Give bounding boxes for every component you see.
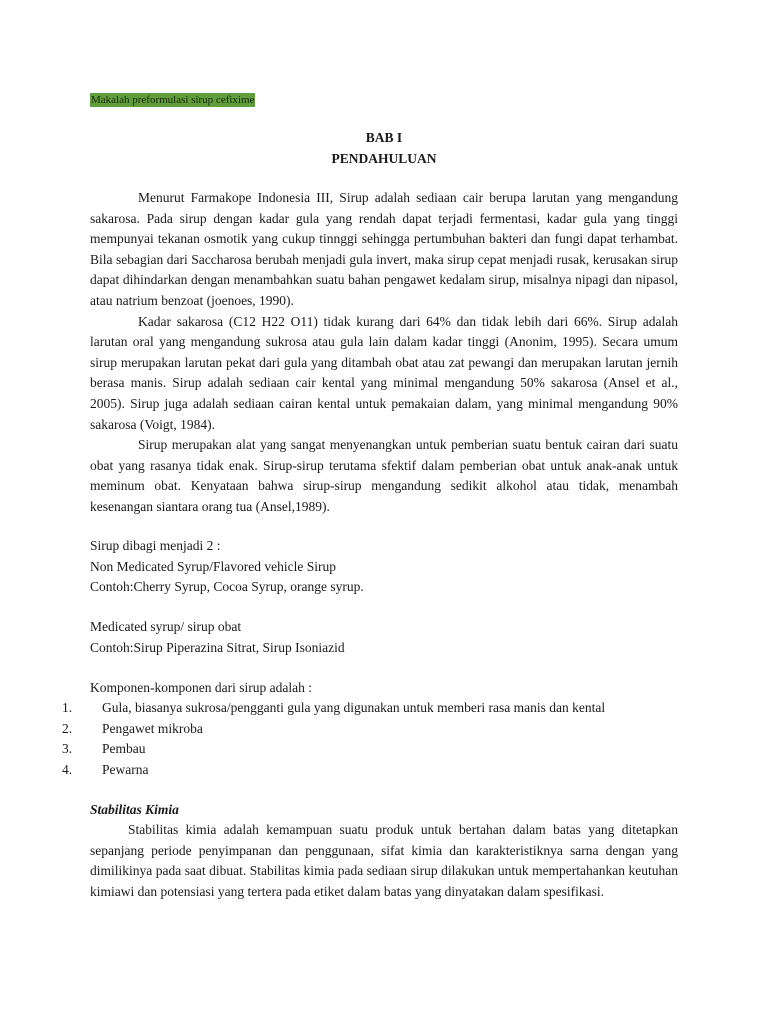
stability-section bbox=[90, 820, 678, 902]
division-non-medicated: Non Medicated Syrup/Flavored vehicle Sirup bbox=[90, 558, 336, 574]
syrup-medicated-section bbox=[90, 617, 678, 658]
list-item-number: 3. bbox=[62, 741, 73, 757]
document-header-tag: Makalah preformulasi sirup cefixime bbox=[91, 94, 255, 106]
stability-heading: Stabilitas Kimia bbox=[90, 802, 179, 817]
list-item-number: 2. bbox=[62, 720, 73, 736]
list-item-text: Pengawet mikroba bbox=[102, 720, 203, 736]
intro-paragraph-1: Menurut Farmakope Indonesia III, Sirup adalah sediaan cair berupa larutan yang mengandung sakarosa. Pada sirup dengan kadar gula yang rendah dapat terjadi fermentasi, kadar gula yang tinggi mempunyai tekanan osmotik yang cukup tinnggi sehingga pertumbuhan bakteri dan fungi dapat terhambat. Bila sebagian dari Saccharosa berubah menjadi gula invert, maka sirup cepat menjadi rusak, kerusakan sirup dapat dihindarkan dengan menambahkan suatu bahan pengawet kedalam sirup, misalnya nipagi dan nipasol, atau natrium benzoat (joenoes, 1990). bbox=[90, 190, 678, 308]
list-item-number: 1. bbox=[62, 700, 73, 715]
components-list bbox=[62, 698, 605, 780]
intro-paragraph-2: Kadar sakarosa (C12 H22 O11) tidak kurang dari 64% dan tidak lebih dari 66%. Sirup adalah larutan oral yang mengandung sukrosa atau gula lain dalam kadar tinggi (Anonim, 1995). Secara umum sirup merupakan larutan pekat dari gula yang ditambah obat atau zat pewangi dan merupakan larutan jernih berasa manis. Sirup adalah sediaan cair kental yang minimal mengandung 50% sakarosa (Ansel et al., 2005). Sirup juga adalah sediaan cairan kental untuk pemakaian dalam, yang minimal mengandung 90% sakarosa (Voigt, 1984). bbox=[90, 313, 678, 432]
chapter-number: BAB I bbox=[365, 130, 403, 145]
list-item-text: Gula, biasanya sukrosa/pengganti gula yang digunakan untuk memberi rasa manis dan kental bbox=[102, 700, 606, 715]
stability-paragraph: Stabilitas kimia adalah kemampuan suatu produk untuk bertahan dalam batas yang ditetapkan sepanjang periode penyimpanan dan penggunaan, sifat kimia dan karakteristiknya sarna dengan yang dimilikinya pada saat dibuat. Stabilitas kimia pada sediaan sirup dilakukan untuk mempertahankan keutuhan kimiawi dan potensiasi yang tertera pada etiket dalam batas yang dinyatakan dalam spesifikasi. bbox=[90, 822, 678, 899]
intro-paragraph-3: Sirup merupakan alat yang sangat menyenangkan untuk pemberian suatu bentuk cairan dari suatu obat yang rasanya tidak enak. Sirup-sirup terutama sfektif dalam pemberian obat untuk anak-anak untuk meminum obat. Kenyataan bahwa sirup-sirup mengandung sedikit alkohol atau tidak, menambah kesenangan siantara orang tua (Ansel,1989). bbox=[90, 437, 678, 514]
division-non-medicated-example: Contoh:Cherry Syrup, Cocoa Syrup, orange syrup. bbox=[90, 579, 364, 595]
division-heading: Sirup dibagi menjadi 2 : bbox=[90, 538, 221, 553]
division-medicated: Medicated syrup/ sirup obat bbox=[90, 619, 242, 634]
list-item bbox=[62, 739, 605, 760]
components-heading: Komponen-komponen dari sirup adalah : bbox=[90, 680, 312, 695]
list-item-number: 4. bbox=[62, 761, 73, 777]
intro-section bbox=[90, 188, 678, 518]
list-item bbox=[62, 760, 605, 781]
syrup-division-section bbox=[90, 536, 678, 598]
chapter-title: PENDAHULUAN bbox=[331, 151, 437, 166]
division-medicated-example: Contoh:Sirup Piperazina Sitrat, Sirup Isoniazid bbox=[90, 639, 345, 655]
list-item bbox=[62, 698, 605, 719]
list-item-text: Pewarna bbox=[102, 761, 149, 777]
list-item bbox=[62, 719, 605, 740]
list-item-text: Pembau bbox=[102, 741, 146, 757]
